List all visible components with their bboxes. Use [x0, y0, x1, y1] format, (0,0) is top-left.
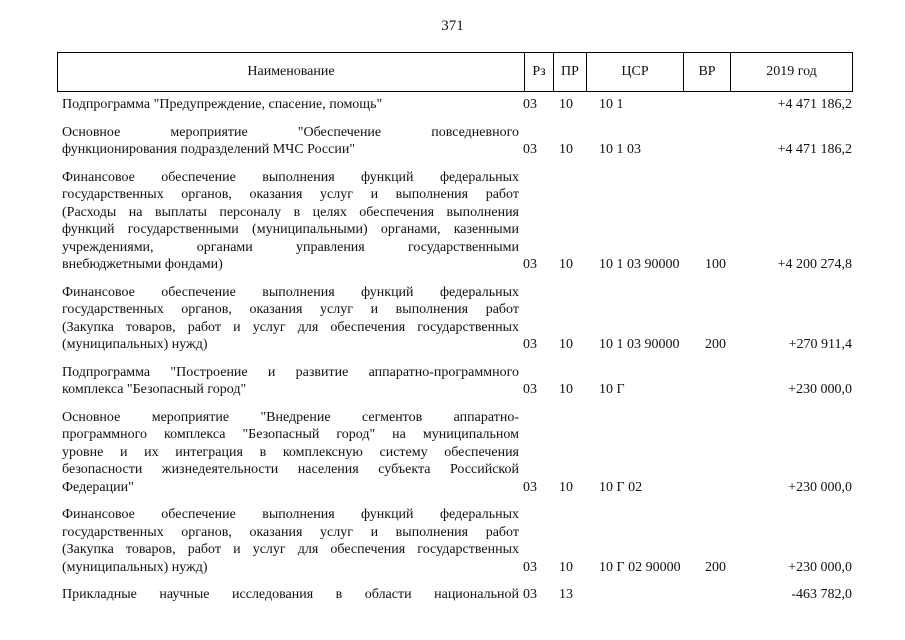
cell-rz: 03 — [523, 559, 537, 575]
cell-rz: 03 — [523, 587, 537, 602]
table-row — [62, 124, 852, 159]
row-name-line: Основное мероприятие "Внедрение сегментов аппаратно- — [62, 409, 519, 425]
table-row — [62, 364, 852, 399]
row-name-line: функций государственными (муниципальными) органами, казенными — [62, 222, 519, 237]
row-name-line: Прикладные научные исследования в области национальной — [62, 587, 519, 602]
cell-rz: 03 — [523, 382, 537, 397]
row-name-line: безопасности жизнедеятельности населения субъекта Российской — [62, 462, 519, 477]
cell-rz: 03 — [523, 142, 537, 157]
table-row — [62, 409, 852, 497]
cell-pr: 10 — [559, 257, 573, 272]
cell-csr: 10 Г 02 90000 — [599, 559, 681, 575]
cell-sum: +270 911,4 — [788, 337, 852, 352]
cell-vr: 200 — [705, 559, 726, 575]
table-row — [62, 284, 852, 354]
cell-csr: 10 1 03 90000 — [599, 337, 680, 352]
cell-pr: 10 — [559, 142, 573, 157]
table-row — [62, 506, 852, 576]
cell-csr: 10 Г — [599, 382, 625, 397]
row-name — [62, 364, 519, 399]
cell-pr: 10 — [559, 382, 573, 397]
cell-pr: 13 — [559, 587, 573, 602]
row-name — [62, 506, 519, 576]
row-name — [62, 124, 519, 159]
cell-pr: 10 — [559, 479, 573, 495]
cell-sum: +4 200 274,8 — [777, 257, 852, 272]
row-name-line: государственных органов, оказания услуг и выполнения работ — [62, 302, 519, 317]
cell-csr: 10 1 03 90000 — [599, 257, 680, 272]
row-name-line: государственных органов, оказания услуг и выполнения работ — [62, 187, 519, 202]
row-name-line: программного комплекса "Безопасный город" на муниципальном — [62, 427, 519, 442]
row-name-line: функционирования подразделений МЧС России" — [62, 142, 356, 157]
cell-sum: +230 000,0 — [788, 382, 852, 397]
cell-sum: +230 000,0 — [788, 479, 852, 495]
row-name-line: комплекса "Безопасный город" — [62, 382, 247, 397]
cell-csr: 10 1 — [599, 97, 624, 112]
row-name-line: (Закупка товаров, работ и услуг для обеспечения государственных — [62, 319, 519, 335]
table-header — [57, 52, 853, 92]
row-name-line: (Расходы на выплаты персоналу в целях обеспечения выполнения — [62, 204, 519, 220]
row-name-line: (муниципальных) нужд) — [62, 337, 208, 352]
header-year: 2019 год — [730, 53, 852, 91]
cell-vr: 200 — [705, 337, 726, 352]
row-name-line: Федерации" — [62, 479, 134, 495]
header-csr: ЦСР — [586, 53, 683, 91]
cell-sum: +4 471 186,2 — [777, 97, 852, 112]
row-name-line: Финансовое обеспечение выполнения функций федеральных — [62, 507, 519, 522]
table-row — [62, 586, 852, 604]
row-name-line: Подпрограмма "Построение и развитие аппаратно-программного — [62, 364, 519, 380]
row-name-line: государственных органов, оказания услуг и выполнения работ — [62, 524, 519, 540]
row-name — [62, 586, 519, 604]
row-name-line: внебюджетными фондами) — [62, 257, 223, 272]
cell-pr: 10 — [559, 337, 573, 352]
row-name — [62, 284, 519, 354]
cell-csr: 10 1 03 — [599, 142, 641, 157]
row-name — [62, 409, 519, 497]
row-name — [62, 96, 519, 114]
row-name-line: уровне и их интеграция в комплексную систему обеспечения — [62, 444, 519, 460]
cell-rz: 03 — [523, 479, 537, 495]
header-pr: ПР — [553, 53, 586, 91]
row-name-line: Подпрограмма "Предупреждение, спасение, помощь" — [62, 97, 383, 112]
header-name: Наименование — [247, 64, 335, 79]
header-rz: Рз — [524, 53, 553, 91]
row-name-line: Финансовое обеспечение выполнения функций федеральных — [62, 169, 519, 185]
cell-rz: 03 — [523, 97, 537, 112]
row-name-line: учреждениями, органами управления государственными — [62, 239, 519, 255]
cell-sum: +230 000,0 — [788, 559, 852, 575]
table-row — [62, 169, 852, 274]
row-name-line: Основное мероприятие "Обеспечение повседневного — [62, 124, 519, 140]
row-name-line: (муниципальных) нужд) — [62, 559, 208, 575]
cell-rz: 03 — [523, 337, 537, 352]
cell-rz: 03 — [523, 257, 537, 272]
cell-vr: 100 — [705, 257, 726, 272]
table-row — [62, 96, 852, 114]
row-name — [62, 169, 519, 274]
cell-sum: -463 782,0 — [791, 587, 852, 602]
page-number: 371 — [441, 18, 464, 34]
header-vr: ВР — [683, 53, 730, 91]
row-name-line: (Закупка товаров, работ и услуг для обеспечения государственных — [62, 542, 519, 557]
row-name-line: Финансовое обеспечение выполнения функций федеральных — [62, 284, 519, 300]
cell-csr: 10 Г 02 — [599, 479, 643, 495]
cell-pr: 10 — [559, 97, 573, 112]
table-body — [62, 96, 852, 614]
cell-pr: 10 — [559, 559, 573, 575]
cell-sum: +4 471 186,2 — [777, 142, 852, 157]
